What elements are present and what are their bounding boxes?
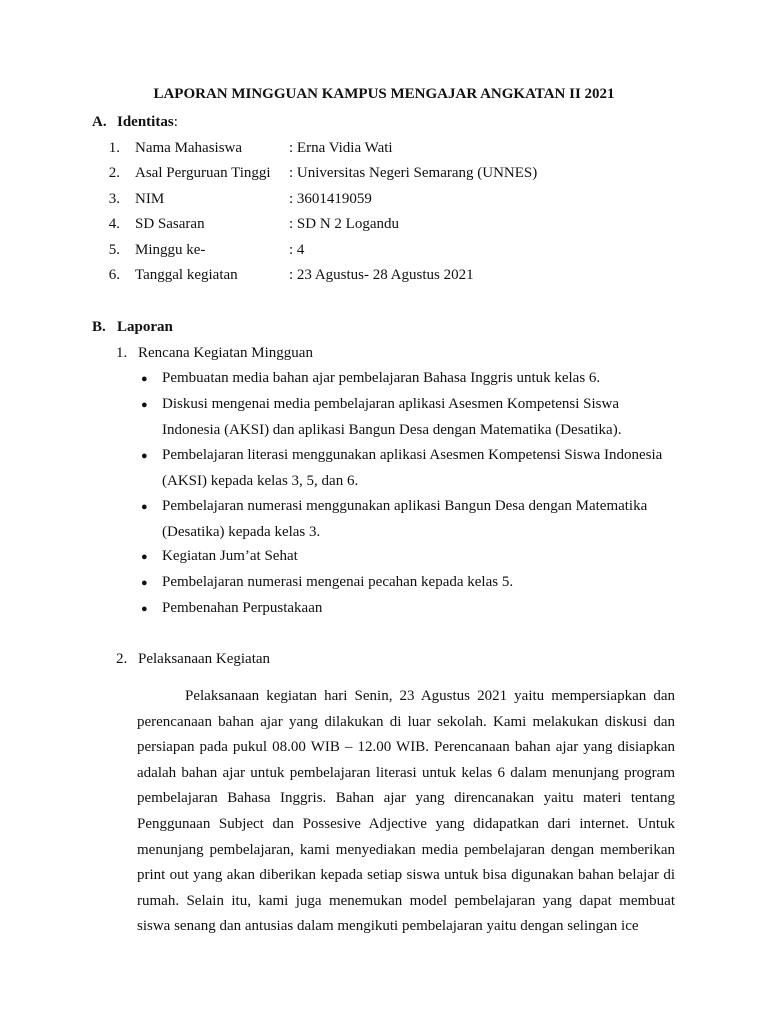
identity-row-value: : 23 Agustus- 28 Agustus 2021 — [289, 267, 474, 283]
section-a-heading-text: Identitas — [117, 114, 174, 130]
bullet-item: Pembuatan media bahan ajar pembelajaran Bahasa Inggris untuk kelas 6. — [162, 370, 601, 386]
identity-row-value: : 4 — [289, 242, 305, 258]
subsection-num: 2. — [116, 651, 128, 667]
identity-row-label: Minggu ke- — [135, 242, 206, 258]
subsection-heading: Rencana Kegiatan Mingguan — [138, 345, 313, 361]
identity-row-label: Tanggal kegiatan — [135, 267, 238, 283]
subsection-heading: Pelaksanaan Kegiatan — [138, 651, 271, 667]
page-title: LAPORAN MINGGUAN KAMPUS MENGAJAR ANGKATAN II 2021 — [153, 86, 615, 102]
bullet-icon: ● — [141, 551, 148, 563]
identity-row-num: 5. — [108, 242, 120, 258]
bullet-icon: ● — [141, 577, 148, 589]
section-a-letter: A. — [92, 114, 107, 130]
bullet-item: Pembelajaran literasi menggunakan aplikasi Asesmen Kompetensi Siswa Indonesia (AKSI) kepada kelas 3, 5, dan 6. — [162, 447, 663, 489]
bullet-item: Pembenahan Perpustakaan — [162, 600, 323, 616]
section-b-letter: B. — [92, 319, 106, 335]
bullet-item: Pembelajaran numerasi mengenai pecahan kepada kelas 5. — [162, 574, 514, 590]
bullet-icon: ● — [141, 501, 148, 513]
identity-row-num: 2. — [108, 165, 120, 181]
section-a-heading — [117, 114, 178, 131]
bullet-icon: ● — [141, 373, 148, 385]
identity-row-num: 4. — [108, 216, 120, 232]
bullet-item: Diskusi mengenai media pembelajaran aplikasi Asesmen Kompetensi Siswa Indonesia (AKSI) dan aplikasi Bangun Desa dengan Matematika (Desatika). — [162, 396, 622, 438]
bullet-icon: ● — [141, 450, 148, 462]
identity-row-value: : 3601419059 — [289, 191, 372, 207]
identity-row-label: SD Sasaran — [135, 216, 205, 232]
identity-row-label: NIM — [135, 191, 165, 207]
subsection-num: 1. — [116, 345, 128, 361]
bullet-icon: ● — [141, 399, 148, 411]
identity-row-num: 3. — [108, 191, 120, 207]
identity-row-value: : Erna Vidia Wati — [289, 140, 393, 156]
body-paragraph: Pelaksanaan kegiatan hari Senin, 23 Agustus 2021 yaitu mempersiapkan dan perencanaan bahan ajar yang dilakukan di luar sekolah. Kami melakukan diskusi dan persiapan pada pukul 08.00 WIB – 12.00 WIB. Perencanaan bahan ajar yang disiapkan adalah bahan ajar untuk pembelajaran literasi untuk kelas 6 dalam menunjang program pembelajaran Bahasa Inggris. Bahan ajar yang direncanakan yaitu materi tentang Penggunaan Subject dan Possesive Adjective yang didapatkan dari internet. Untuk menunjang pembelajaran, kami menyediakan media pembelajaran dengan memberikan print out yang akan diberikan kepada setiap siswa untuk bisa digunakan bahan belajar di rumah. Selain itu, kami juga menemukan model pembelajaran yang dapat membuat siswa senang dan antusias dalam mengikuti pembelajaran yaitu dengan selingan ice — [137, 688, 675, 935]
identity-row-num: 1. — [108, 140, 120, 156]
bullet-item: Kegiatan Jum’at Sehat — [162, 548, 298, 564]
identity-row-value: : SD N 2 Logandu — [289, 216, 399, 232]
bullet-icon: ● — [141, 603, 148, 615]
section-a-colon: : — [173, 114, 178, 130]
identity-row-num: 6. — [108, 267, 120, 283]
identity-row-value: : Universitas Negeri Semarang (UNNES) — [289, 165, 538, 181]
bullet-item: Pembelajaran numerasi menggunakan aplikasi Bangun Desa dengan Matematika (Desatika) kepada kelas 3. — [162, 498, 648, 540]
identity-row-label: Asal Perguruan Tinggi — [135, 165, 271, 181]
section-b-heading: Laporan — [117, 319, 173, 335]
identity-row-label: Nama Mahasiswa — [135, 140, 243, 156]
